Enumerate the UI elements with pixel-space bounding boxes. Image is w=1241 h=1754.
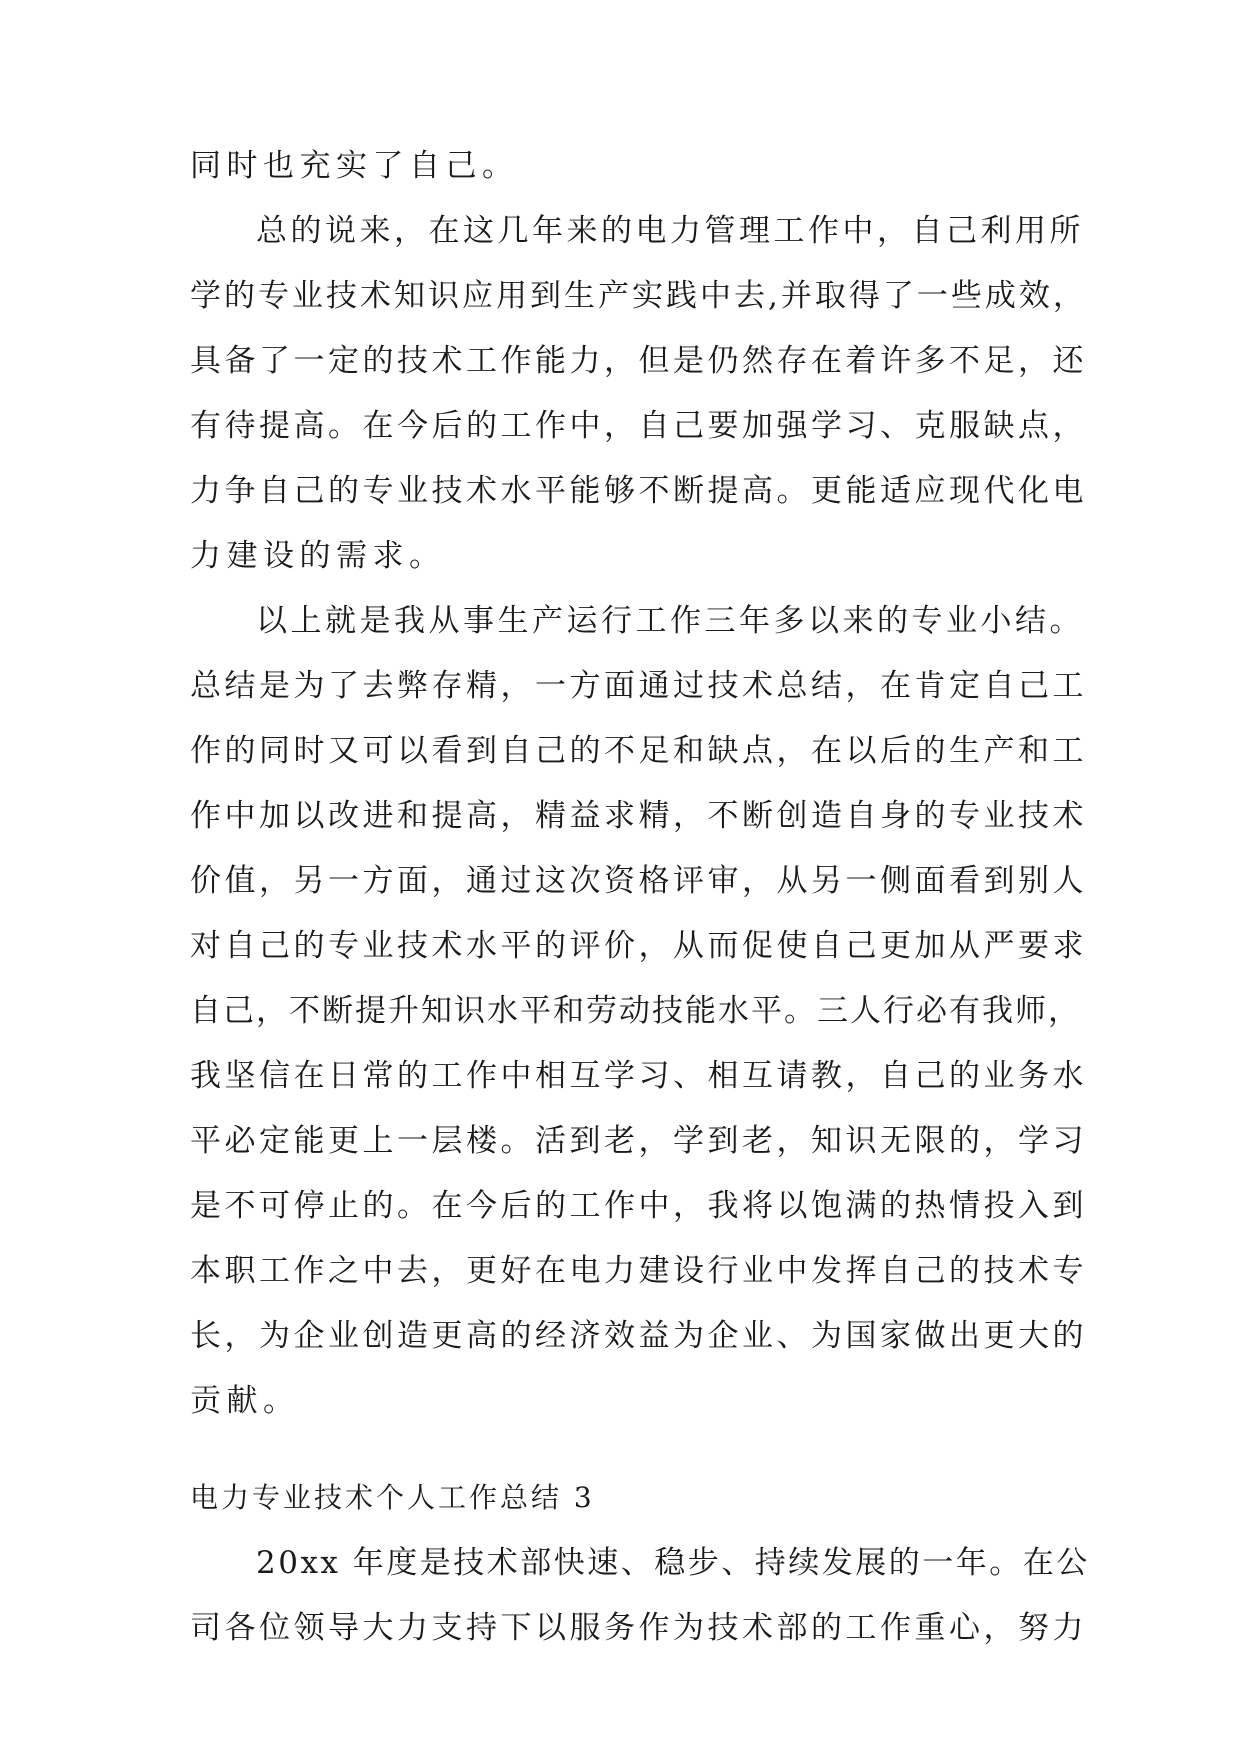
- paragraph-line: 总结是为了去弊存精，一方面通过技术总结，在肯定自己工: [190, 668, 1087, 704]
- paragraph-line: 本职工作之中去，更好在电力建设行业中发挥自己的技术专: [190, 1253, 1087, 1289]
- paragraph-line: 作中加以改进和提高，精益求精，不断创造自身的专业技术: [190, 798, 1087, 834]
- paragraph-line: 对自己的专业技术水平的评价，从而促使自己更加从严要求: [190, 928, 1087, 964]
- paragraph-line: 以上就是我从事生产运行工作三年多以来的专业小结。: [256, 603, 1084, 639]
- paragraph-line: 学的专业技术知识应用到生产实践中去,并取得了一些成效，: [190, 278, 1087, 314]
- paragraph-line: 自己，不断提升知识水平和劳动技能水平。三人行必有我师，: [190, 993, 1081, 1029]
- paragraph-line: 力争自己的专业技术水平能够不断提高。更能适应现代化电: [190, 473, 1087, 509]
- paragraph-line: 平必定能更上一层楼。活到老，学到老，知识无限的，学习: [190, 1123, 1087, 1159]
- paragraph-line: 有待提高。在今后的工作中，自己要加强学习、克服缺点，: [190, 408, 1087, 444]
- paragraph-line: 长，为企业创造更高的经济效益为企业、为国家做出更大的: [190, 1318, 1087, 1354]
- paragraph-line: 20xx 年度是技术部快速、稳步、持续发展的一年。在公: [256, 1545, 1090, 1581]
- section-heading: 电力专业技术个人工作总结 3: [190, 1481, 595, 1514]
- paragraph-line: 总的说来，在这几年来的电力管理工作中，自己利用所: [256, 213, 1084, 249]
- paragraph-line: 价值，另一方面，通过这次资格评审，从另一侧面看到别人: [190, 863, 1087, 899]
- paragraph-line: 我坚信在日常的工作中相互学习、相互请教，自己的业务水: [190, 1058, 1087, 1094]
- paragraph-line: 同时也充实了自己。: [190, 148, 519, 184]
- paragraph-line: 作的同时又可以看到自己的不足和缺点，在以后的生产和工: [190, 733, 1087, 769]
- paragraph-line: 是不可停止的。在今后的工作中，我将以饱满的热情投入到: [190, 1188, 1087, 1224]
- paragraph-line: 贡献。: [190, 1383, 300, 1419]
- paragraph-line: 力建设的需求。: [190, 538, 446, 574]
- paragraph-line: 司各位领导大力支持下以服务作为技术部的工作重心，努力: [190, 1610, 1087, 1646]
- paragraph-line: 具备了一定的技术工作能力，但是仍然存在着许多不足，还: [190, 343, 1087, 379]
